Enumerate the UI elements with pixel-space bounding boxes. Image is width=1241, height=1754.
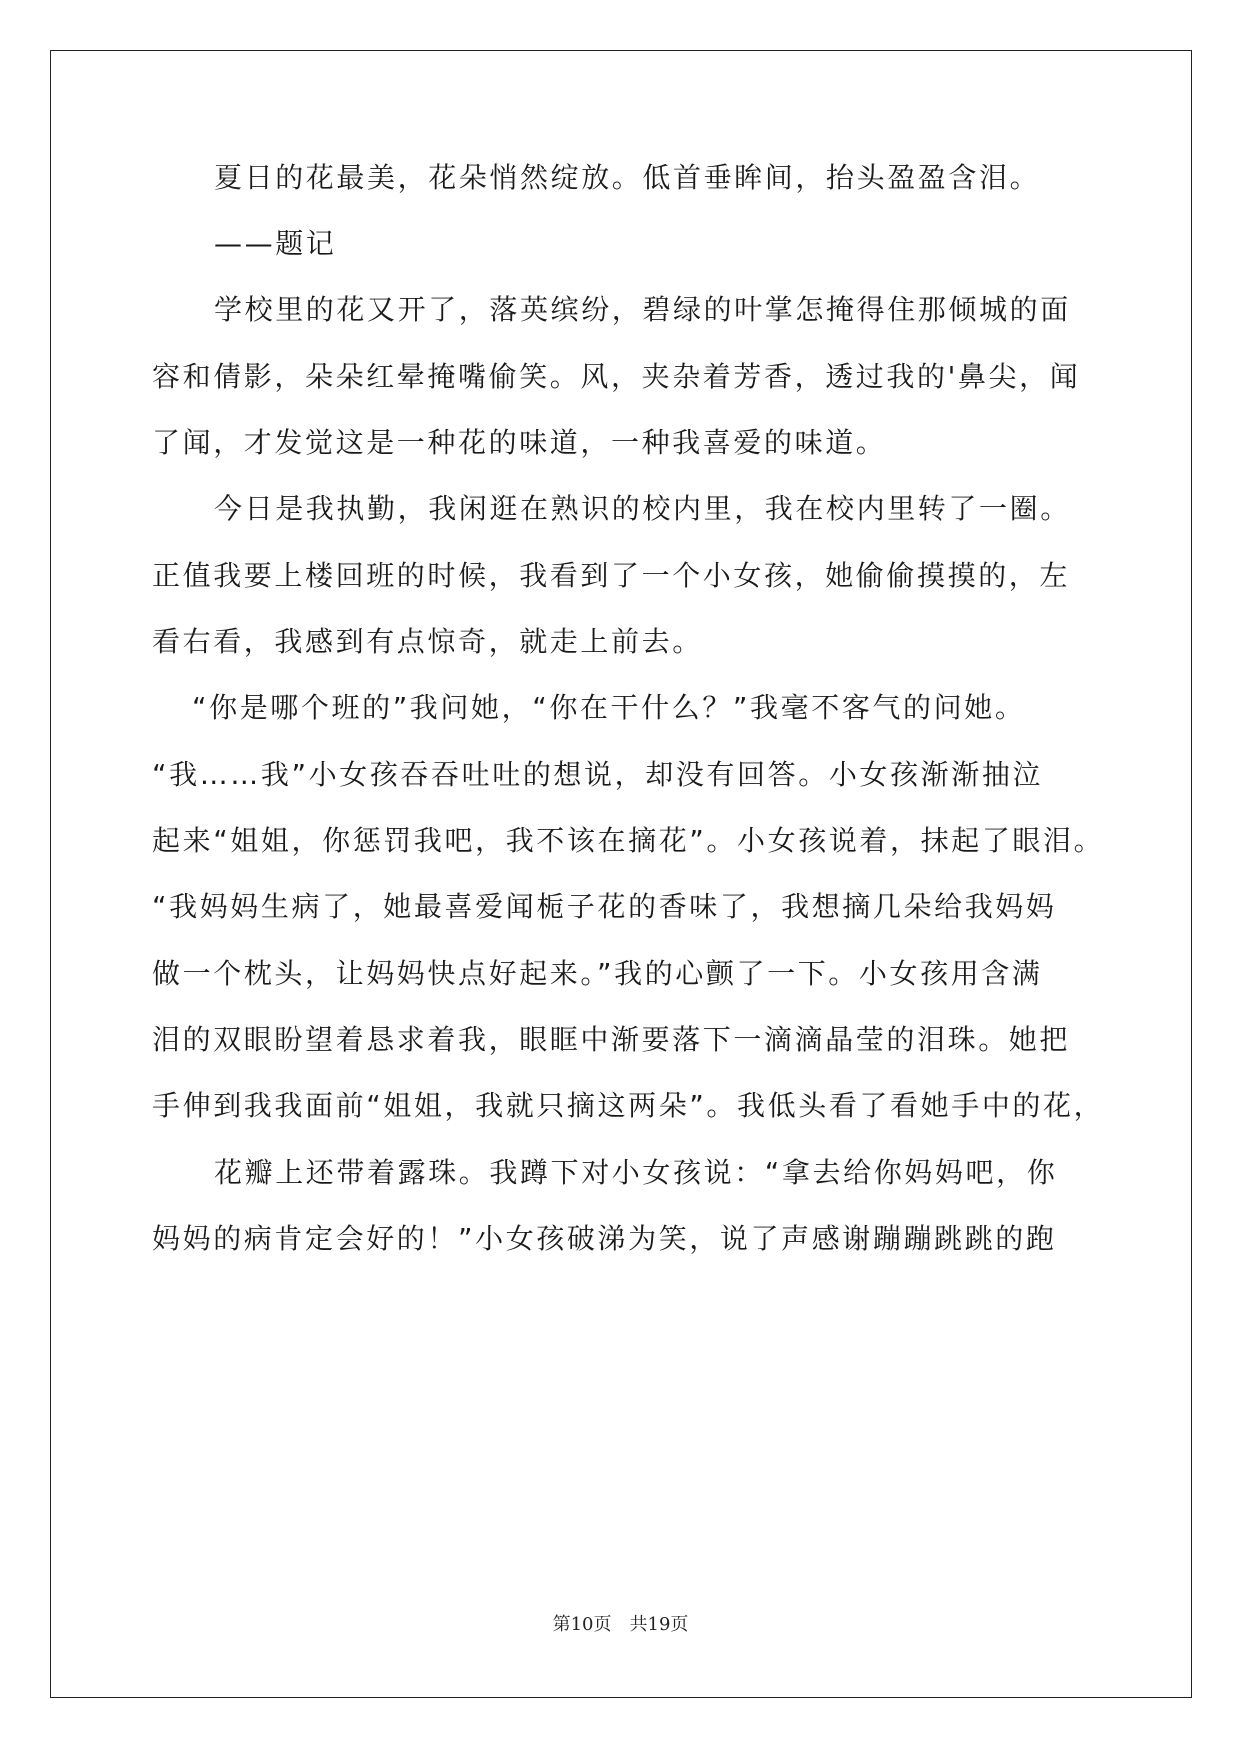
page-number: 第10页 xyxy=(552,1614,612,1635)
text-line: 妈妈的病肯定会好的！”小女孩破涕为笑，说了声感谢蹦蹦跳跳的跑 xyxy=(152,1222,1057,1255)
text-line: 起来“姐姐，你惩罚我吧，我不该在摘花”。小女孩说着，抹起了眼泪。 xyxy=(152,824,1105,857)
text-line: 今日是我执勤，我闲逛在熟识的校内里，我在校内里转了一圈。 xyxy=(214,492,1071,525)
text-line: 花瓣上还带着露珠。我蹲下对小女孩说：“拿去给你妈妈吧，你 xyxy=(214,1156,1058,1189)
text-line: 做一个枕头，让妈妈快点好起来。”我的心颤了一下。小女孩用含满 xyxy=(152,957,1043,990)
text-line: ——题记 xyxy=(214,227,337,260)
text-line: “我妈妈生病了，她最喜爱闻栀子花的香味了，我想摘几朵给我妈妈 xyxy=(152,890,1057,923)
text-line: 泪的双眼盼望着恳求着我，眼眶中渐要落下一滴滴晶莹的泪珠。她把 xyxy=(152,1023,1071,1056)
text-line: 夏日的花最美，花朵悄然绽放。低首垂眸间，抬头盈盈含泪。 xyxy=(214,161,1041,194)
text-line: 看右看，我感到有点惊奇，就走上前去。 xyxy=(152,625,703,658)
text-line: “我……我”小女孩吞吞吐吐的想说，却没有回答。小女孩渐渐抽泣 xyxy=(152,758,1044,791)
page-total: 共19页 xyxy=(629,1614,689,1635)
text-line: “你是哪个班的”我问她，“你在干什么？”我毫不客气的问她。 xyxy=(192,691,1026,724)
text-line: 了闻，才发觉这是一种花的味道，一种我喜爱的味道。 xyxy=(152,426,887,459)
page-footer xyxy=(0,1610,1241,1636)
text-line: 手伸到我我面前“姐姐，我就只摘这两朵”。我低头看了看她手中的花， xyxy=(152,1089,1105,1122)
text-line: 正值我要上楼回班的时候，我看到了一个小女孩，她偷偷摸摸的，左 xyxy=(152,559,1071,592)
text-line: 容和倩影，朵朵红晕掩嘴偷笑。风，夹杂着芳香，透过我的'鼻尖，闻 xyxy=(152,360,1081,393)
text-line: 学校里的花又开了，落英缤纷，碧绿的叶掌怎掩得住那倾城的面 xyxy=(214,293,1071,326)
